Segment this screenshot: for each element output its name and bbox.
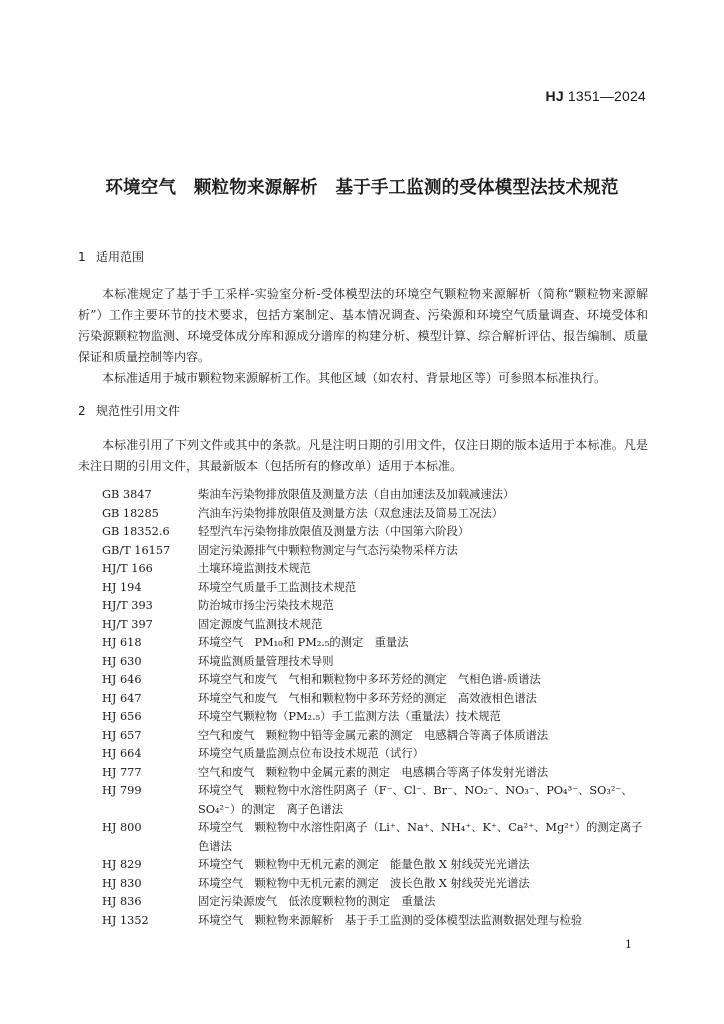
reference-code: HJ 618 bbox=[102, 636, 142, 649]
reference-item bbox=[102, 875, 652, 894]
reference-item bbox=[102, 560, 652, 579]
reference-code: HJ 656 bbox=[102, 710, 142, 723]
reference-item bbox=[102, 542, 652, 561]
reference-title: 环境空气和废气 气相和颗粒物中多环芳烃的测定 高效液相色谱法 bbox=[198, 691, 537, 705]
reference-title: 环境空气颗粒物（PM₂.₅）手工监测方法（重量法）技术规范 bbox=[198, 710, 501, 723]
reference-title: 固定污染源排气中颗粒物测定与气态污染物采样方法 bbox=[198, 543, 458, 557]
reference-item bbox=[102, 690, 652, 709]
reference-title: 环境空气 颗粒物中无机元素的测定 能量色散 X 射线荧光光谱法 bbox=[198, 858, 530, 871]
reference-title: 环境空气 颗粒物来源解析 基于手工监测的受体模型法监测数据处理与检验 bbox=[198, 913, 583, 927]
reference-code: HJ 657 bbox=[102, 728, 142, 742]
reference-title: 环境空气 颗粒物中水溶性阳离子（Li⁺、Na⁺、NH₄⁺、K⁺、Ca²⁺、Mg²⁺）的测定离子色谱法 bbox=[198, 821, 643, 853]
section-1-heading bbox=[78, 248, 144, 265]
reference-code: GB 18352.6 bbox=[102, 525, 170, 538]
reference-code: GB 3847 bbox=[102, 488, 152, 501]
reference-item bbox=[102, 671, 652, 690]
standard-prefix: HJ bbox=[545, 88, 564, 104]
reference-item bbox=[102, 893, 652, 912]
reference-item bbox=[102, 579, 652, 598]
reference-item bbox=[102, 523, 652, 542]
reference-item bbox=[102, 597, 652, 616]
reference-item bbox=[102, 727, 652, 746]
reference-code: HJ 830 bbox=[102, 876, 142, 890]
reference-item bbox=[102, 912, 652, 931]
reference-item bbox=[102, 616, 652, 635]
reference-title: 环境空气 颗粒物中无机元素的测定 波长色散 X 射线荧光光谱法 bbox=[198, 876, 530, 890]
section-2-paragraph-1: 本标准引用了下列文件或其中的条款。凡是注明日期的引用文件，仅注日期的版本适用于本标准。凡是未注日期的引用文件，其最新版本（包括所有的修改单）适用于本标准。 bbox=[78, 438, 648, 473]
reference-item bbox=[102, 856, 652, 875]
reference-code: HJ 647 bbox=[102, 691, 142, 705]
document-title: 环境空气 颗粒物来源解析 基于手工监测的受体模型法技术规范 bbox=[105, 178, 619, 198]
reference-title: 环境监测质量管理技术导则 bbox=[198, 654, 334, 668]
page-number: 1 bbox=[625, 938, 632, 951]
reference-title: 柴油车污染物排放限值及测量方法（自由加速法及加载减速法） bbox=[198, 488, 515, 501]
reference-code: HJ 630 bbox=[102, 654, 142, 668]
reference-title: 环境空气 颗粒物中水溶性阴离子（F⁻、Cl⁻、Br⁻、NO₂⁻、NO₃⁻、PO₄³⁻、SO₃²⁻、SO₄²⁻）的测定 离子色谱法 bbox=[198, 784, 633, 816]
reference-item bbox=[102, 634, 652, 653]
section-1-number: 1 bbox=[78, 250, 86, 264]
reference-title: 轻型汽车污染物排放限值及测量方法（中国第六阶段） bbox=[198, 525, 470, 538]
reference-code: HJ 646 bbox=[102, 673, 142, 686]
reference-code: HJ 1352 bbox=[102, 913, 149, 927]
reference-title: 空气和废气 颗粒物中金属元素的测定 电感耦合等离子体发射光谱法 bbox=[198, 765, 549, 779]
standard-number bbox=[546, 88, 646, 104]
section-2-number: 2 bbox=[78, 404, 86, 418]
reference-title: 固定源废气监测技术规范 bbox=[198, 617, 323, 631]
reference-code: HJ 836 bbox=[102, 895, 142, 908]
reference-item bbox=[102, 764, 652, 783]
section-1-paragraph-2: 本标准适用于城市颗粒物来源解析工作。其他区域（如农村、背景地区等）可参照本标准执行。 bbox=[102, 371, 607, 385]
reference-code: HJ 800 bbox=[102, 821, 142, 834]
reference-code: HJ/T 166 bbox=[102, 562, 153, 575]
reference-code: HJ 829 bbox=[102, 858, 142, 871]
reference-code: HJ/T 397 bbox=[102, 617, 153, 631]
reference-title: 环境空气质量手工监测技术规范 bbox=[198, 580, 357, 594]
reference-title: 土壤环境监测技术规范 bbox=[198, 562, 311, 575]
reference-title: 汽油车污染物排放限值及测量方法（双怠速法及简易工况法） bbox=[198, 506, 504, 520]
section-1-body bbox=[78, 284, 648, 389]
reference-title: 环境空气质量监测点位布设技术规范（试行） bbox=[198, 747, 424, 760]
reference-code: HJ 777 bbox=[102, 765, 142, 779]
reference-item bbox=[102, 708, 652, 727]
section-2-title: 规范性引用文件 bbox=[96, 404, 181, 418]
standard-code: 1351—2024 bbox=[567, 88, 646, 104]
reference-title: 空气和废气 颗粒物中铅等金属元素的测定 电感耦合等离子体质谱法 bbox=[198, 728, 549, 742]
reference-code: HJ 194 bbox=[102, 580, 142, 594]
reference-title: 防治城市扬尘污染技术规范 bbox=[198, 599, 334, 612]
reference-code: GB/T 16157 bbox=[102, 543, 171, 557]
reference-title: 固定污染源废气 低浓度颗粒物的测定 重量法 bbox=[198, 895, 436, 908]
reference-item bbox=[102, 782, 652, 819]
reference-item bbox=[102, 653, 652, 672]
reference-item bbox=[102, 486, 652, 505]
reference-title: 环境空气和废气 气相和颗粒物中多环芳烃的测定 气相色谱-质谱法 bbox=[198, 673, 541, 686]
reference-item bbox=[102, 505, 652, 524]
reference-code: HJ/T 393 bbox=[102, 599, 153, 612]
section-2-heading bbox=[78, 402, 180, 419]
section-1-title: 适用范围 bbox=[96, 250, 145, 264]
reference-item bbox=[102, 745, 652, 764]
section-1-paragraph-1: 本标准规定了基于手工采样-实验室分析-受体模型法的环境空气颗粒物来源解析（简称“颗粒物来源解析”）工作主要环节的技术要求，包括方案制定、基本情况调查、污染源和环境空气质量调查、环境受体和污染源颗粒物监测、环境受体成分库和源成分谱库的构建分析、模型计算、综合解析评估、报告编制、质量保证和质量控制等内容。 bbox=[78, 287, 648, 364]
section-2-body bbox=[78, 435, 648, 477]
reference-code: GB 18285 bbox=[102, 506, 159, 520]
reference-code: HJ 799 bbox=[102, 784, 142, 797]
reference-item bbox=[102, 819, 652, 856]
reference-code: HJ 664 bbox=[102, 747, 142, 760]
reference-list bbox=[102, 486, 652, 930]
reference-title: 环境空气 PM₁₀和 PM₂.₅的测定 重量法 bbox=[198, 636, 409, 649]
